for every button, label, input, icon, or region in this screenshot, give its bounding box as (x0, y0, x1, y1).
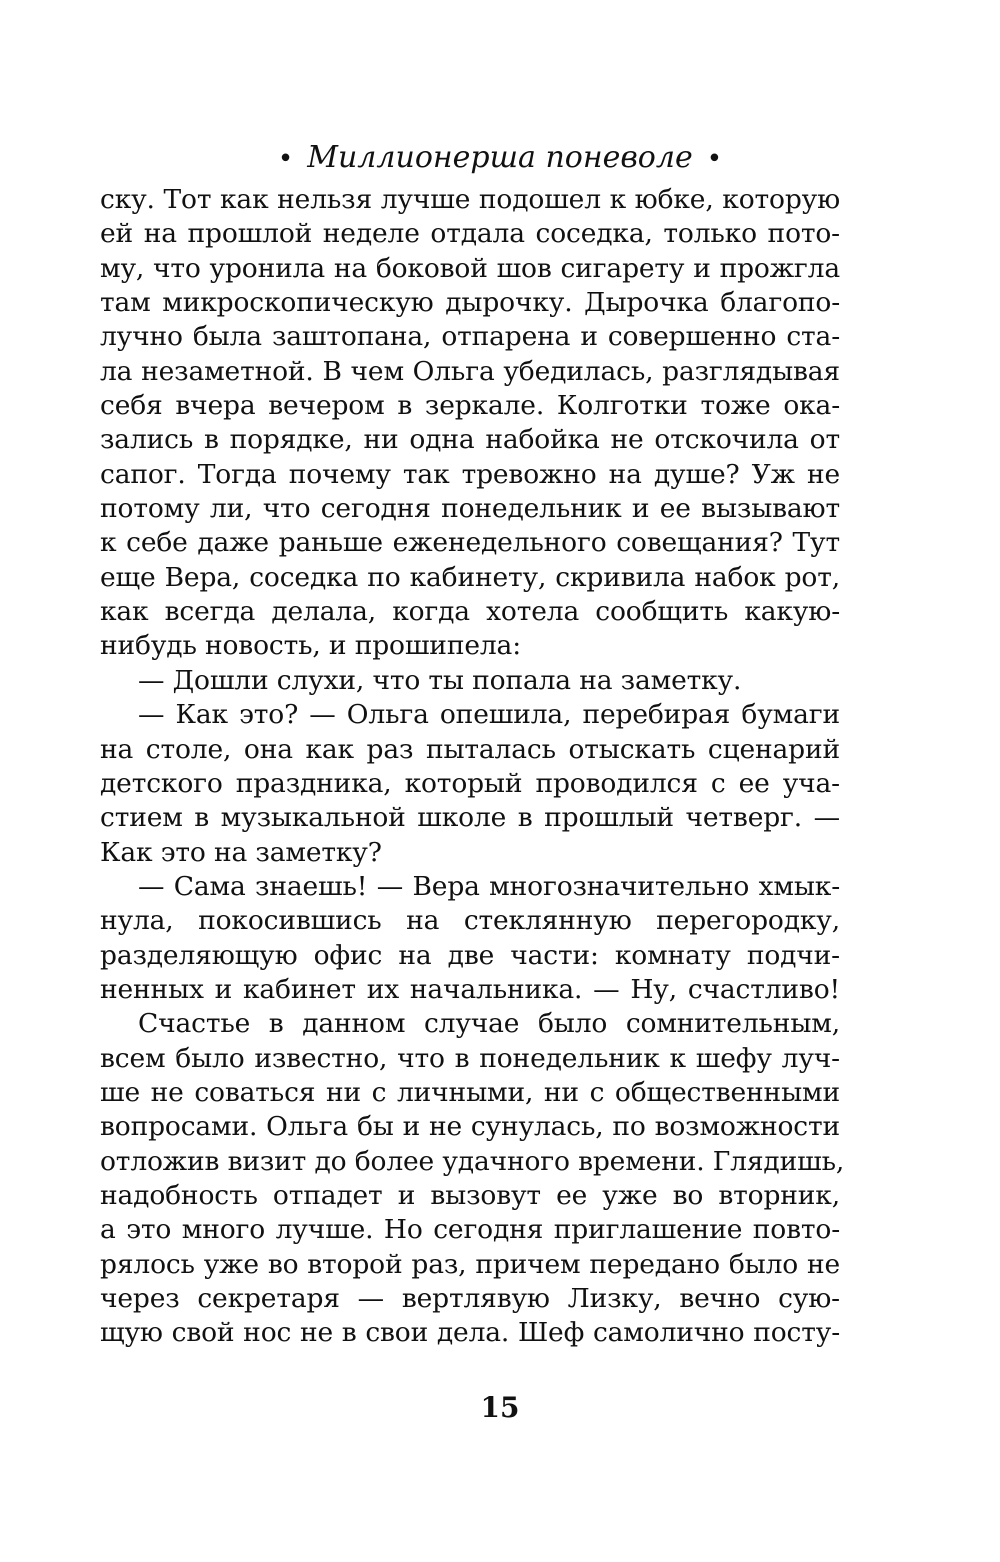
dialogue-line: — Дошли слухи, что ты попала на заметку. (138, 664, 742, 696)
book-title: Миллионерша поневоле (307, 140, 693, 175)
text-line: ла незаметной. В чем Ольга убедилась, разглядывая (100, 355, 840, 387)
body-text (100, 183, 845, 1351)
text-line: нула, покосившись на стеклянную перегородку, (100, 905, 840, 937)
text-line: нибудь новость, и прошипела: (100, 630, 521, 662)
text-line: ненных и кабинет их начальника. — Ну, счастливо! (100, 973, 840, 1005)
text-line: му, что уронила на боковой шов сигарету и прожгла (100, 252, 840, 284)
text-line: ску. Тот как нельзя лучше подошел к юбке, которую (100, 184, 840, 215)
dialogue-line: — Как это? — Ольга опешила, перебирая бумаги (138, 699, 840, 731)
text-line: там микроскопическую дырочку. Дырочка благопо- (100, 287, 840, 319)
text-line: стием в музыкальной школе в прошлый четверг. — (100, 802, 840, 834)
bullet-right: • (706, 144, 723, 174)
text-line: всем было известно, что в понедельник к шефу луч- (100, 1042, 840, 1074)
text-line: лучно была заштопана, отпарена и совершенно ста- (100, 321, 840, 353)
text-line: а это много лучше. Но сегодня приглашение повто- (100, 1214, 840, 1246)
text-line: как всегда делала, когда хотела сообщить какую- (100, 596, 840, 628)
text-line: еще Вера, соседка по кабинету, скривила набок рот, (100, 561, 840, 593)
text-line: надобность отпадет и вызовут ее уже во вторник, (100, 1179, 840, 1211)
text-line: зались в порядке, ни одна набойка не отскочила от (100, 424, 840, 456)
text-line: сапог. Тогда почему так тревожно на душе? Уж не (100, 458, 840, 490)
text-line: разделяющую офис на две части: комнату подчи- (100, 939, 840, 971)
text-line: ей на прошлой неделе отдала соседка, только пото- (100, 218, 840, 250)
running-head (0, 138, 1000, 179)
text-line: на столе, она как раз пыталась отыскать сценарий (100, 733, 840, 765)
page-number: 15 (480, 1391, 520, 1424)
text-line: потому ли, что сегодня понедельник и ее вызывают (100, 493, 840, 525)
text-line: ше не соваться ни с личными, ни с общественными (100, 1076, 840, 1108)
text-line: Как это на заметку? (100, 836, 382, 868)
text-line: детского праздника, который проводился с ее уча- (100, 767, 840, 799)
text-line: через секретаря — вертлявую Лизку, вечно сую- (100, 1283, 840, 1314)
text-line: отложив визит до более удачного времени. Глядишь, (100, 1145, 845, 1177)
text-line: себя вчера вечером в зеркале. Колготки тоже ока- (100, 390, 840, 422)
text-line: рялось уже во второй раз, причем передано было не (100, 1248, 840, 1280)
text-line: к себе даже раньше еженедельного совещания? Тут (100, 527, 840, 559)
text-line: щую свой нос не в свои дела. Шеф самолично посту- (100, 1317, 840, 1349)
bullet-left: • (277, 144, 294, 174)
paragraph-start-line: Счастье в данном случае было сомнительным, (138, 1008, 840, 1040)
text-line: вопросами. Ольга бы и не сунулась, по возможности (100, 1111, 840, 1143)
dialogue-line: — Сама знаешь! — Вера многозначительно хмык- (138, 870, 840, 902)
